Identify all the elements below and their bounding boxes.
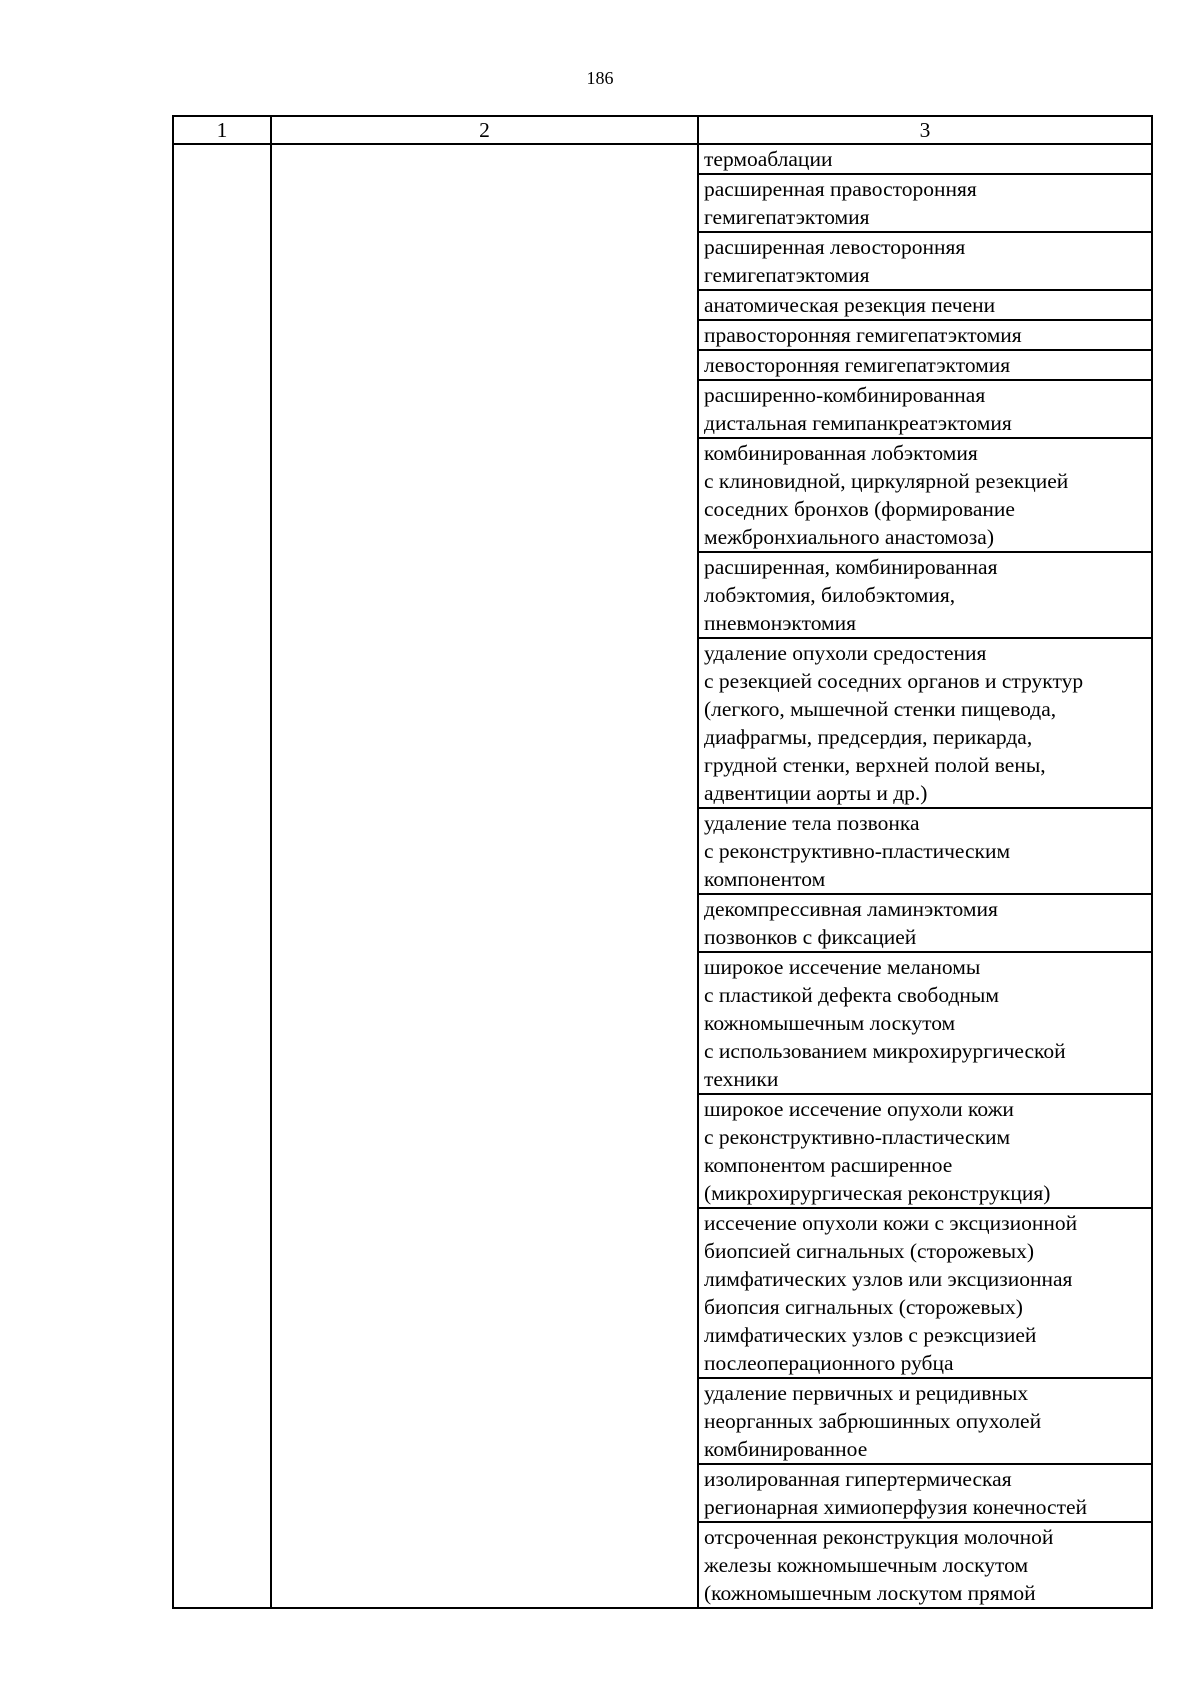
column-header-3: 3 [698,116,1152,144]
procedure-cell: удаление тела позвонка с реконструктивно-пластическим компонентом [698,808,1152,894]
procedure-cell: широкое иссечение меланомы с пластикой дефекта свободным кожномышечным лоскутом с использованием микрохирургической техники [698,952,1152,1094]
column-1-cell [173,144,271,1608]
table-row [173,144,1152,174]
procedure-cell: левосторонняя гемигепатэктомия [698,350,1152,380]
header-row [173,116,1152,144]
procedure-cell: анатомическая резекция печени [698,290,1152,320]
procedure-cell: расширенная, комбинированная лобэктомия, билобэктомия, пневмонэктомия [698,552,1152,638]
column-header-2: 2 [271,116,698,144]
procedure-cell: термоаблации [698,144,1152,174]
page-number: 186 [586,68,614,88]
procedure-cell: расширенная левосторонняя гемигепатэктомия [698,232,1152,290]
procedure-cell: правосторонняя гемигепатэктомия [698,320,1152,350]
procedures-table [172,115,1153,1609]
procedure-cell: удаление первичных и рецидивных неорганных забрюшинных опухолей комбинированное [698,1378,1152,1464]
procedure-cell: комбинированная лобэктомия с клиновидной, циркулярной резекцией соседних бронхов (формирование межбронхиального анастомоза) [698,438,1152,552]
procedure-cell: удаление опухоли средостения с резекцией соседних органов и структур (легкого, мышечной стенки пищевода, диафрагмы, предсердия, перикарда, грудной стенки, верхней полой вены, адвентиции аорты и др.) [698,638,1152,808]
table-body [173,144,1152,1608]
procedure-cell: расширенная правосторонняя гемигепатэктомия [698,174,1152,232]
procedure-cell: иссечение опухоли кожи с эксцизионной биопсией сигнальных (сторожевых) лимфатических узлов или эксцизионная биопсия сигнальных (сторожевых) лимфатических узлов с реэксцизией послеоперационного рубца [698,1208,1152,1378]
procedure-cell: широкое иссечение опухоли кожи с реконструктивно-пластическим компонентом расширенное (микрохирургическая реконструкция) [698,1094,1152,1208]
procedure-cell: отсроченная реконструкция молочной железы кожномышечным лоскутом (кожномышечным лоскутом прямой [698,1522,1152,1608]
procedure-cell: изолированная гипертермическая регионарная химиоперфузия конечностей [698,1464,1152,1522]
procedure-cell: расширенно-комбинированная дистальная гемипанкреатэктомия [698,380,1152,438]
column-header-1: 1 [173,116,271,144]
table-header [173,116,1152,144]
procedure-cell: декомпрессивная ламинэктомия позвонков с фиксацией [698,894,1152,952]
column-2-cell [271,144,698,1608]
